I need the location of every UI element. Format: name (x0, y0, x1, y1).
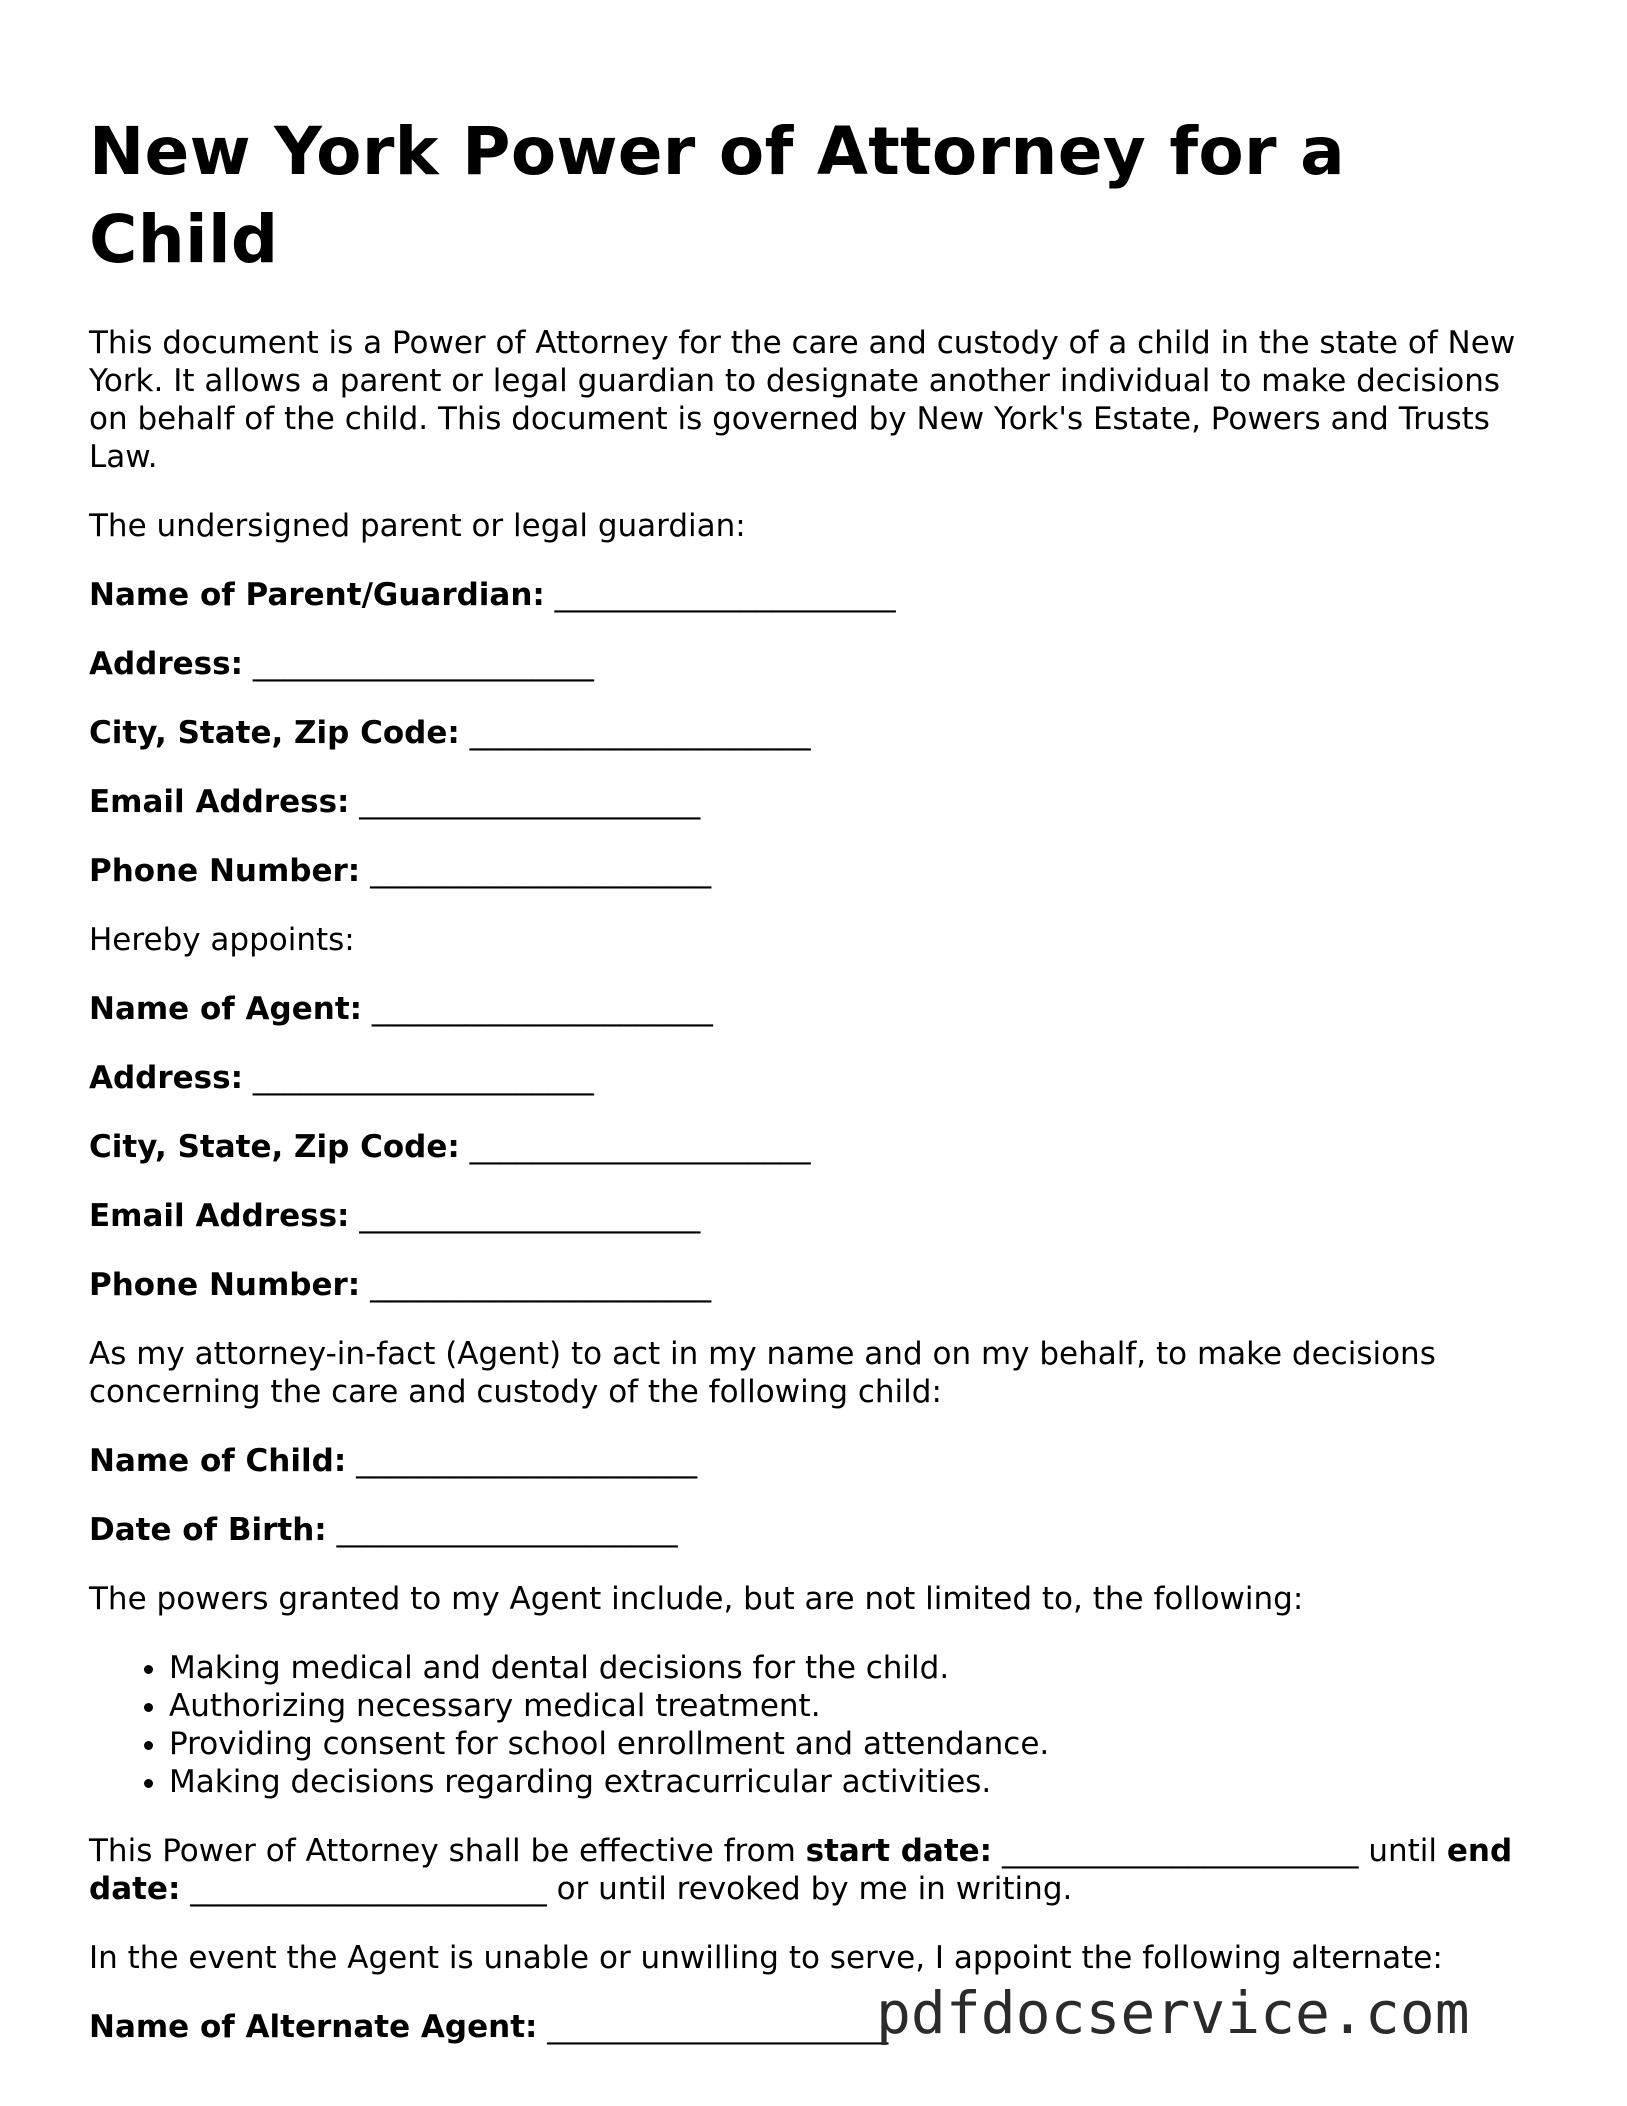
blank-line[interactable]: ______________________ (469, 715, 811, 751)
agent-name-field[interactable] (89, 990, 1519, 1028)
document-page (89, 108, 1519, 2077)
parent-phone-field[interactable] (89, 852, 1519, 890)
effective-suffix: or until revoked by me in writing. (556, 1871, 1073, 1907)
field-label: Date of Birth: (89, 1512, 327, 1548)
alternate-intro: In the event the Agent is unable or unwilling to serve, I appoint the following alternate: (89, 1940, 1443, 1976)
field-label: Email Address: (89, 1198, 350, 1234)
agent-email-field[interactable] (89, 1197, 1519, 1235)
field-label: Name of Agent: (89, 991, 363, 1027)
effective-dates-paragraph (89, 1832, 1519, 1908)
blank-line[interactable]: ______________________ (370, 1267, 712, 1303)
start-date-blank[interactable]: _______________________ (1001, 1833, 1359, 1869)
appoints-text: Hereby appoints: (89, 922, 355, 958)
document-title: New York Power of Attorney for a Child (89, 113, 1345, 278)
powers-intro: The powers granted to my Agent include, but are not limited to, the following: (89, 1581, 1304, 1617)
agent-city-state-zip-field[interactable] (89, 1128, 1519, 1166)
child-dob-field[interactable] (89, 1511, 1519, 1549)
start-date-label: start date: (805, 1833, 993, 1869)
blank-line[interactable]: ______________________ (336, 1512, 678, 1548)
list-item: • Making medical and dental decisions for the child. (169, 1649, 1519, 1687)
parent-email-field[interactable] (89, 783, 1519, 821)
blank-line[interactable]: ______________________ (359, 1198, 701, 1234)
field-label: Name of Alternate Agent: (89, 2009, 538, 2045)
parent-city-state-zip-field[interactable] (89, 714, 1519, 752)
list-item: • Providing consent for school enrollment and attendance. (169, 1725, 1519, 1763)
agent-clause: As my attorney-in-fact (Agent) to act in my name and on my behalf, to make decisions concerning the care and custody of the following child: (89, 1336, 1436, 1410)
agent-address-field[interactable] (89, 1059, 1519, 1097)
blank-line[interactable]: ______________________ (252, 1060, 594, 1096)
field-label: Phone Number: (89, 853, 361, 889)
blank-line[interactable]: ______________________ (252, 646, 594, 682)
until-text: until (1368, 1833, 1437, 1869)
field-label: City, State, Zip Code: (89, 715, 460, 751)
blank-line[interactable]: ______________________ (370, 853, 712, 889)
parent-intro: The undersigned parent or legal guardian: (89, 508, 746, 544)
field-label: City, State, Zip Code: (89, 1129, 460, 1165)
blank-line[interactable]: ______________________ (469, 1129, 811, 1165)
list-item: • Making decisions regarding extracurricular activities. (169, 1763, 1519, 1801)
parent-name-field[interactable] (89, 576, 1519, 614)
blank-line[interactable]: ______________________ (356, 1443, 698, 1479)
blank-line[interactable]: ______________________ (554, 577, 896, 613)
intro-paragraph: This document is a Power of Attorney for the care and custody of a child in the state of New York. It allows a parent or legal guardian to designate another individual to make decisions on behalf of the child. This document is governed by New York's Estate, Powers and Trusts Law. (89, 325, 1516, 475)
field-label: Phone Number: (89, 1267, 361, 1303)
child-name-field[interactable] (89, 1442, 1519, 1480)
field-label: Name of Child: (89, 1443, 347, 1479)
blank-line[interactable]: ______________________ (359, 784, 701, 820)
end-date-label: end date: (89, 1833, 1513, 1907)
powers-list (89, 1649, 1519, 1801)
field-label: Name of Parent/Guardian: (89, 577, 545, 613)
parent-address-field[interactable] (89, 645, 1519, 683)
effective-prefix: This Power of Attorney shall be effective from (89, 1833, 796, 1869)
field-label: Address: (89, 646, 243, 682)
blank-line[interactable]: ______________________ (371, 991, 713, 1027)
list-item: • Authorizing necessary medical treatment. (169, 1687, 1519, 1725)
watermark: pdfdocservice.com (876, 1979, 1470, 2047)
field-label: Email Address: (89, 784, 350, 820)
blank-line[interactable]: ______________________ (547, 2009, 889, 2045)
field-label: Address: (89, 1060, 243, 1096)
agent-phone-field[interactable] (89, 1266, 1519, 1304)
end-date-blank[interactable]: _______________________ (190, 1871, 547, 1907)
